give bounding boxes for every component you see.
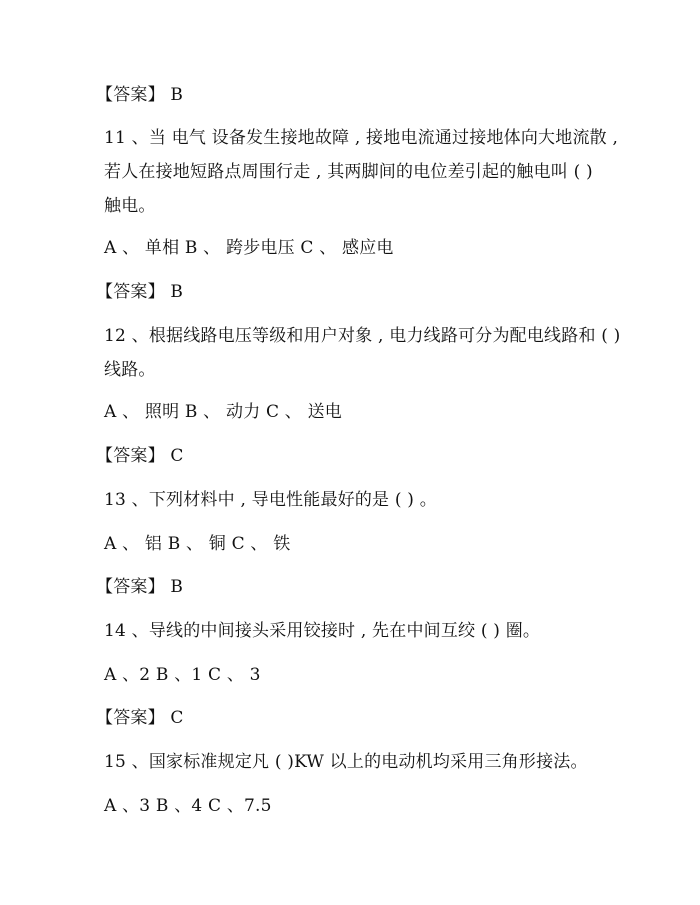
question-12-line-2: 线路。 [104,360,156,380]
answer-line: 【答案】 C [96,708,184,728]
question-14-line-1: 14 、导线的中间接头采用铰接时 , 先在中间互绞 ( ) 圈。 [104,621,541,641]
answer-line: 【答案】 B [96,282,184,302]
answer-line: 【答案】 B [96,577,184,597]
options-line: A 、 照明 B 、 动力 C 、 送电 [104,402,343,422]
answer-line: 【答案】 C [96,446,184,466]
question-11-line-2: 若人在接地短路点周围行走 , 其两脚间的电位差引起的触电叫 ( ) [104,162,593,182]
options-line: A 、2 B 、1 C 、 3 [104,665,261,685]
options-line: A 、 单相 B 、 跨步电压 C 、 感应电 [104,238,394,258]
options-line: A 、 铝 B 、 铜 C 、 铁 [104,534,291,554]
question-12-line-1: 12 、根据线路电压等级和用户对象 , 电力线路可分为配电线路和 ( ) [104,326,621,346]
question-11-line-3: 触电。 [104,196,156,216]
question-13-line-1: 13 、下列材料中 , 导电性能最好的是 ( ) 。 [104,490,437,510]
question-15-line-1: 15 、国家标准规定凡 ( )KW 以上的电动机均采用三角形接法。 [104,752,588,772]
answer-line: 【答案】 B [96,85,184,105]
options-line: A 、3 B 、4 C 、7.5 [104,796,272,816]
question-11-line-1: 11 、当 电气 设备发生接地故障 , 接地电流通过接地体向大地流散 , [104,128,619,148]
